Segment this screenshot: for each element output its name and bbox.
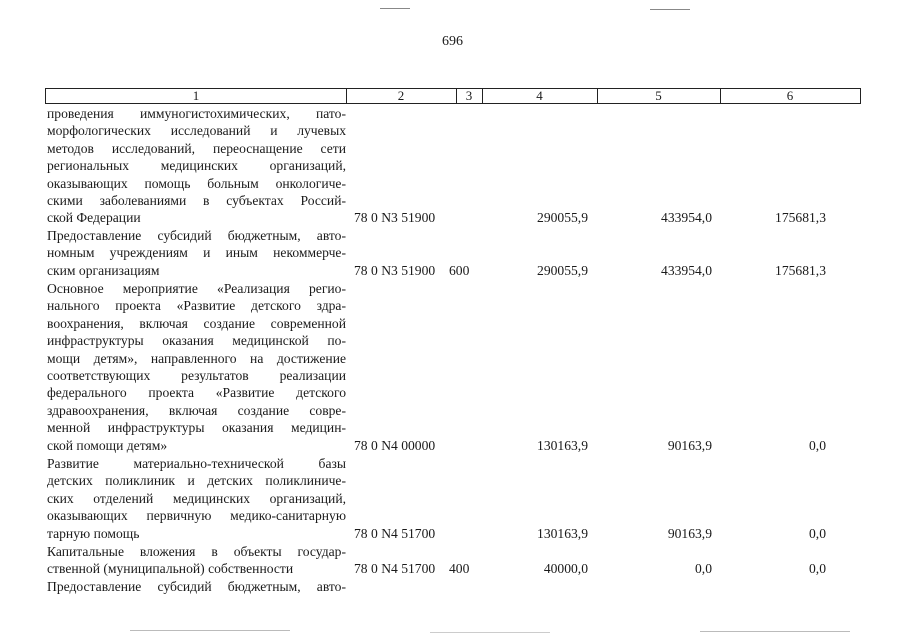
description-line: скими заболеваниями в субъектах Россий-	[47, 192, 346, 208]
description-line: мощи детям», направленного на достижение	[47, 350, 346, 366]
header-col-2: 2	[397, 88, 405, 103]
description-line: ской Федерации	[47, 210, 141, 226]
description-line: методов исследований, переоснащение сети	[47, 140, 346, 156]
row-code: 78 0 N4 00000	[354, 437, 436, 453]
table-row	[0, 280, 905, 455]
row-type: 400	[449, 561, 470, 577]
description-line: Предоставление субсидий бюджетным, авто-	[47, 228, 346, 243]
row-type: 600	[449, 262, 470, 278]
description-line: нального проекта «Развитие детского здра-	[47, 298, 346, 314]
row-value-2019: 130163,9	[537, 525, 588, 541]
description-line: ским организациям	[47, 262, 160, 278]
scan-speck	[380, 8, 410, 9]
header-col-6: 6	[786, 88, 794, 103]
row-description	[47, 280, 346, 454]
row-value-2021: 175681,3	[775, 210, 826, 226]
row-code: 78 0 N4 51700	[354, 561, 436, 577]
table-header	[45, 88, 861, 104]
table-body	[0, 105, 905, 605]
row-description	[47, 543, 346, 578]
row-value-2021: 0,0	[809, 561, 826, 577]
table-row	[0, 455, 905, 543]
header-col-3: 3	[465, 88, 473, 103]
row-description	[47, 227, 346, 279]
header-col-5: 5	[655, 88, 662, 103]
row-value-2019: 40000,0	[543, 561, 588, 577]
description-line: ской помощи детям»	[47, 437, 168, 453]
description-line: морфологических исследований и лучевых	[47, 123, 346, 139]
description-line: менной инфраструктуры оказания медицин-	[47, 420, 346, 436]
description-line: оказывающих помощь больным онкологиче-	[47, 175, 346, 191]
row-code: 78 0 N3 51900	[354, 210, 436, 226]
description-line: Капитальные вложения в объекты государ-	[47, 544, 346, 559]
row-value-2019: 130163,9	[537, 437, 588, 453]
row-value-2019: 290055,9	[537, 210, 588, 226]
page-number: 696	[442, 34, 463, 49]
table-row	[0, 105, 905, 227]
description-line: региональных медицинских организаций,	[47, 158, 346, 174]
header-col-1: 1	[192, 88, 200, 103]
description-line: Развитие материально-технической базы	[47, 456, 346, 471]
description-line: тарную помощь	[47, 525, 140, 541]
row-value-2020: 0,0	[695, 561, 712, 577]
description-line: воохранения, включая создание современной	[47, 315, 346, 331]
description-line: номным учреждениям и иным некоммерче-	[47, 245, 346, 261]
row-code: 78 0 N3 51900	[354, 262, 436, 278]
description-line: проведения иммуногистохимических, пато-	[47, 106, 346, 121]
row-value-2020: 433954,0	[661, 210, 712, 226]
row-value-2020: 90163,9	[667, 437, 712, 453]
scan-speck	[650, 9, 690, 10]
row-value-2020: 433954,0	[661, 262, 712, 278]
description-line: федерального проекта «Развитие детского	[47, 385, 346, 401]
row-description	[47, 105, 346, 227]
row-description	[47, 578, 346, 595]
description-line: инфраструктуры оказания медицинской по-	[47, 333, 346, 349]
description-line: оказывающих первичную медико-санитарную	[47, 508, 346, 524]
description-line: ских отделений медицинских организаций,	[47, 490, 346, 506]
description-line: соответствующих результатов реализации	[47, 367, 346, 383]
header-col-4: 4	[536, 88, 543, 103]
row-description	[47, 455, 346, 542]
row-value-2020: 90163,9	[667, 525, 712, 541]
description-line: Основное мероприятие «Реализация регио-	[47, 281, 346, 296]
table-row	[0, 543, 905, 578]
description-line: детских поликлиник и детских поликлиниче-	[47, 473, 346, 489]
table-row	[0, 227, 905, 280]
row-value-2021: 175681,3	[775, 262, 826, 278]
row-value-2019: 290055,9	[537, 262, 588, 278]
description-line: ственной (муниципальной) собственности	[47, 561, 294, 577]
scan-speck	[130, 630, 290, 631]
row-value-2021: 0,0	[809, 525, 826, 541]
table-row	[0, 578, 905, 596]
row-code: 78 0 N4 51700	[354, 525, 436, 541]
description-line: Предоставление субсидий бюджетным, авто-	[47, 579, 346, 594]
row-value-2021: 0,0	[809, 437, 826, 453]
scan-speck	[430, 632, 550, 633]
scan-speck	[700, 631, 850, 632]
description-line: здравоохранения, включая создание совре-	[47, 402, 346, 418]
